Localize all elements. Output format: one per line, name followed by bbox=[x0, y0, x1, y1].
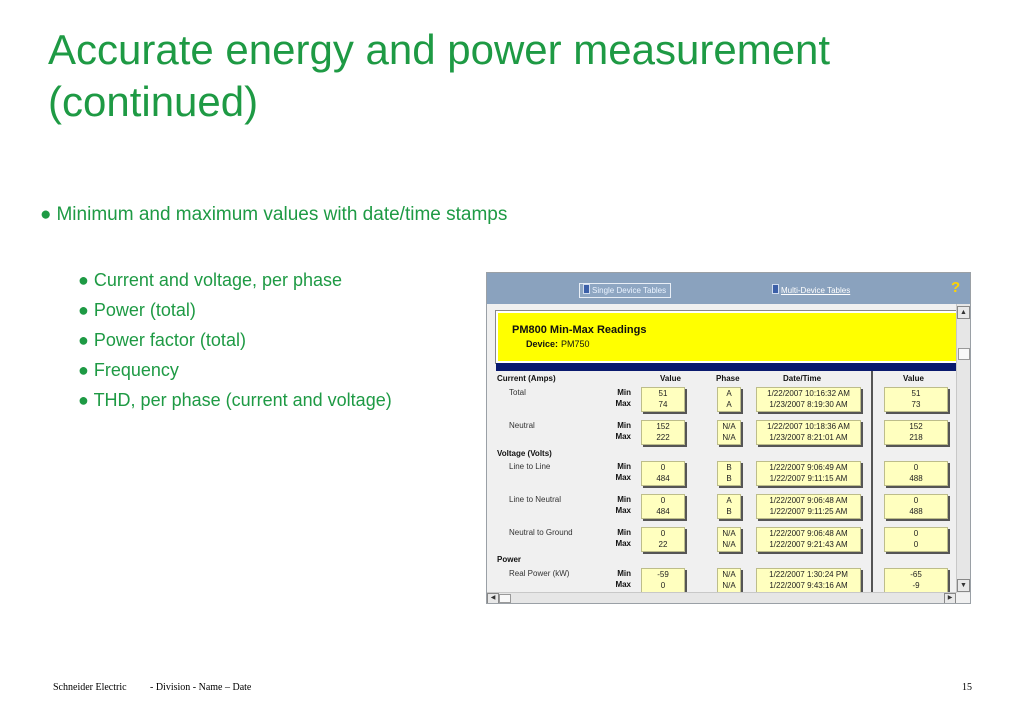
datetime-cell bbox=[756, 420, 861, 445]
min-label: Min bbox=[617, 421, 631, 430]
max-phase-cell: N/A bbox=[722, 433, 736, 442]
slide-title-line1: Accurate energy and power measurement bbox=[48, 26, 831, 73]
table-icon bbox=[583, 284, 590, 294]
row-label: Neutral bbox=[509, 421, 535, 430]
phase-cell bbox=[717, 568, 741, 593]
phase-cell bbox=[717, 420, 741, 445]
tab-multi-device[interactable]: Multi-Device Tables bbox=[772, 284, 850, 297]
min-phase-cell: A bbox=[726, 389, 732, 398]
datetime-cell bbox=[756, 494, 861, 519]
min-value2-cell: 51 bbox=[911, 389, 921, 398]
min-max-labels bbox=[611, 527, 631, 549]
max-value2-cell: 0 bbox=[913, 540, 919, 549]
slide-title-line2: (continued) bbox=[48, 78, 259, 125]
max-value-cell: 484 bbox=[656, 474, 670, 483]
max-phase-cell: N/A bbox=[722, 581, 736, 590]
max-label: Max bbox=[615, 506, 631, 515]
sub-bullet: ● Current and voltage, per phase bbox=[78, 270, 343, 290]
bullet-icon: ● bbox=[78, 300, 89, 320]
value2-cell bbox=[884, 420, 948, 445]
header-current: Current (Amps) bbox=[497, 374, 556, 383]
datetime-cell bbox=[756, 461, 861, 486]
min-datetime-cell: 1/22/2007 9:06:48 AM bbox=[769, 529, 848, 538]
min-value-cell: 51 bbox=[658, 389, 668, 398]
sub-bullet: ● THD, per phase (current and voltage) bbox=[78, 390, 392, 410]
min-label: Min bbox=[617, 528, 631, 537]
horizontal-scrollbar[interactable] bbox=[487, 592, 956, 603]
max-label: Max bbox=[615, 580, 631, 589]
sub-bullet: ● Power (total) bbox=[78, 300, 196, 320]
max-datetime-cell: 1/22/2007 9:11:15 AM bbox=[769, 474, 848, 483]
column-separator bbox=[871, 371, 873, 593]
min-value2-cell: 0 bbox=[913, 463, 919, 472]
scroll-thumb[interactable] bbox=[499, 594, 511, 603]
section-voltage: Voltage (Volts) bbox=[497, 449, 552, 458]
bullet-icon: ● bbox=[78, 390, 89, 410]
phase-cell bbox=[717, 461, 741, 486]
phase-cell bbox=[717, 387, 741, 412]
datetime-cell bbox=[756, 527, 861, 552]
scroll-left-icon[interactable]: ◀ bbox=[487, 593, 499, 604]
bullet-icon: ● bbox=[78, 360, 89, 380]
value2-cell bbox=[884, 568, 948, 593]
scroll-up-icon[interactable]: ▲ bbox=[957, 306, 970, 319]
readings-header-panel bbox=[496, 311, 963, 363]
help-icon[interactable]: ? bbox=[951, 279, 961, 296]
min-value2-cell: 152 bbox=[909, 422, 923, 431]
header-value-2: Value bbox=[903, 374, 924, 383]
sub-bullet-list bbox=[78, 268, 392, 418]
header-phase: Phase bbox=[716, 374, 740, 383]
value2-cell bbox=[884, 461, 948, 486]
main-bullet bbox=[40, 204, 507, 226]
max-phase-cell: N/A bbox=[722, 540, 736, 549]
row-label: Neutral to Ground bbox=[509, 528, 573, 537]
min-max-labels bbox=[611, 568, 631, 590]
sub-bullet: ● Power factor (total) bbox=[78, 330, 246, 350]
bullet-icon: ● bbox=[40, 204, 52, 225]
value-cell bbox=[641, 461, 685, 486]
tab-single-device[interactable]: Single Device Tables bbox=[579, 283, 671, 298]
max-value2-cell: 488 bbox=[909, 507, 923, 516]
value-cell bbox=[641, 568, 685, 593]
page-number: 15 bbox=[962, 682, 972, 693]
table-icon bbox=[772, 284, 779, 294]
min-max-labels bbox=[611, 461, 631, 483]
min-phase-cell: B bbox=[726, 463, 732, 472]
value-cell bbox=[641, 420, 685, 445]
max-label: Max bbox=[615, 539, 631, 548]
section-power: Power bbox=[497, 555, 522, 564]
max-datetime-cell: 1/23/2007 8:21:01 AM bbox=[769, 433, 848, 442]
header-value: Value bbox=[660, 374, 681, 383]
sub-bullet: ● Frequency bbox=[78, 360, 179, 380]
min-label: Min bbox=[617, 569, 631, 578]
max-value-cell: 484 bbox=[656, 507, 670, 516]
min-datetime-cell: 1/22/2007 10:18:36 AM bbox=[767, 422, 850, 431]
min-phase-cell: N/A bbox=[722, 529, 736, 538]
max-value2-cell: 488 bbox=[909, 474, 923, 483]
min-phase-cell: N/A bbox=[722, 570, 736, 579]
value-cell bbox=[641, 494, 685, 519]
row-label: Real Power (kW) bbox=[509, 569, 570, 578]
value-cell bbox=[641, 527, 685, 552]
max-value-cell: 74 bbox=[658, 400, 668, 409]
device-info bbox=[526, 339, 590, 349]
min-value-cell: 0 bbox=[660, 529, 666, 538]
footer-company: Schneider Electric bbox=[53, 682, 127, 693]
tab-bar bbox=[487, 273, 970, 304]
max-phase-cell: B bbox=[726, 507, 732, 516]
row-label: Line to Line bbox=[509, 462, 551, 471]
slide-title bbox=[48, 24, 988, 128]
max-label: Max bbox=[615, 399, 631, 408]
min-phase-cell: A bbox=[726, 496, 732, 505]
min-label: Min bbox=[617, 462, 631, 471]
row-label: Line to Neutral bbox=[509, 495, 562, 504]
min-datetime-cell: 1/22/2007 10:16:32 AM bbox=[767, 389, 850, 398]
bullet-icon: ● bbox=[78, 330, 89, 350]
max-datetime-cell: 1/22/2007 9:21:43 AM bbox=[769, 540, 848, 549]
min-datetime-cell: 1/22/2007 1:30:24 PM bbox=[769, 570, 848, 579]
max-value-cell: 22 bbox=[658, 540, 668, 549]
max-phase-cell: A bbox=[726, 400, 732, 409]
value2-cell bbox=[884, 494, 948, 519]
min-max-labels bbox=[611, 420, 631, 442]
footer-division: - Division - Name – Date bbox=[150, 682, 252, 693]
min-label: Min bbox=[617, 495, 631, 504]
min-value-cell: 152 bbox=[656, 422, 670, 431]
datetime-cell bbox=[756, 387, 861, 412]
scroll-right-icon[interactable]: ▶ bbox=[944, 593, 956, 604]
device-label: Device: bbox=[526, 339, 559, 349]
phase-cell bbox=[717, 527, 741, 552]
max-value2-cell: -9 bbox=[912, 581, 920, 590]
max-phase-cell: B bbox=[726, 474, 732, 483]
bullet-icon: ● bbox=[78, 270, 89, 290]
value2-cell bbox=[884, 387, 948, 412]
datetime-cell bbox=[756, 568, 861, 593]
device-value: PM750 bbox=[561, 339, 590, 349]
min-label: Min bbox=[617, 388, 631, 397]
value-cell bbox=[641, 387, 685, 412]
max-value-cell: 0 bbox=[660, 581, 666, 590]
min-value-cell: -59 bbox=[657, 570, 669, 579]
min-max-labels bbox=[611, 494, 631, 516]
min-value2-cell: -65 bbox=[910, 570, 922, 579]
min-value2-cell: 0 bbox=[913, 496, 919, 505]
divider-bar bbox=[496, 363, 956, 371]
row-label: Total bbox=[509, 388, 526, 397]
min-value-cell: 0 bbox=[660, 463, 666, 472]
max-label: Max bbox=[615, 432, 631, 441]
max-value2-cell: 218 bbox=[909, 433, 923, 442]
max-value-cell: 222 bbox=[656, 433, 670, 442]
phase-cell bbox=[717, 494, 741, 519]
scroll-thumb[interactable] bbox=[958, 348, 970, 360]
minmax-screenshot bbox=[486, 272, 971, 604]
panel-title: PM800 Min-Max Readings bbox=[512, 324, 647, 336]
max-datetime-cell: 1/22/2007 9:43:16 AM bbox=[769, 581, 848, 590]
max-datetime-cell: 1/22/2007 9:11:25 AM bbox=[769, 507, 848, 516]
min-value2-cell: 0 bbox=[913, 529, 919, 538]
min-value-cell: 0 bbox=[660, 496, 666, 505]
min-datetime-cell: 1/22/2007 9:06:49 AM bbox=[769, 463, 848, 472]
max-datetime-cell: 1/23/2007 8:19:30 AM bbox=[769, 400, 848, 409]
max-label: Max bbox=[615, 473, 631, 482]
vertical-scrollbar[interactable] bbox=[956, 304, 970, 593]
main-bullet-text: Minimum and maximum values with date/time stamps bbox=[56, 204, 508, 225]
scroll-down-icon[interactable]: ▼ bbox=[957, 579, 970, 592]
max-value2-cell: 73 bbox=[911, 400, 921, 409]
min-phase-cell: N/A bbox=[722, 422, 736, 431]
min-datetime-cell: 1/22/2007 9:06:48 AM bbox=[769, 496, 848, 505]
value2-cell bbox=[884, 527, 948, 552]
header-datetime: Date/Time bbox=[783, 374, 822, 383]
min-max-labels bbox=[611, 387, 631, 409]
